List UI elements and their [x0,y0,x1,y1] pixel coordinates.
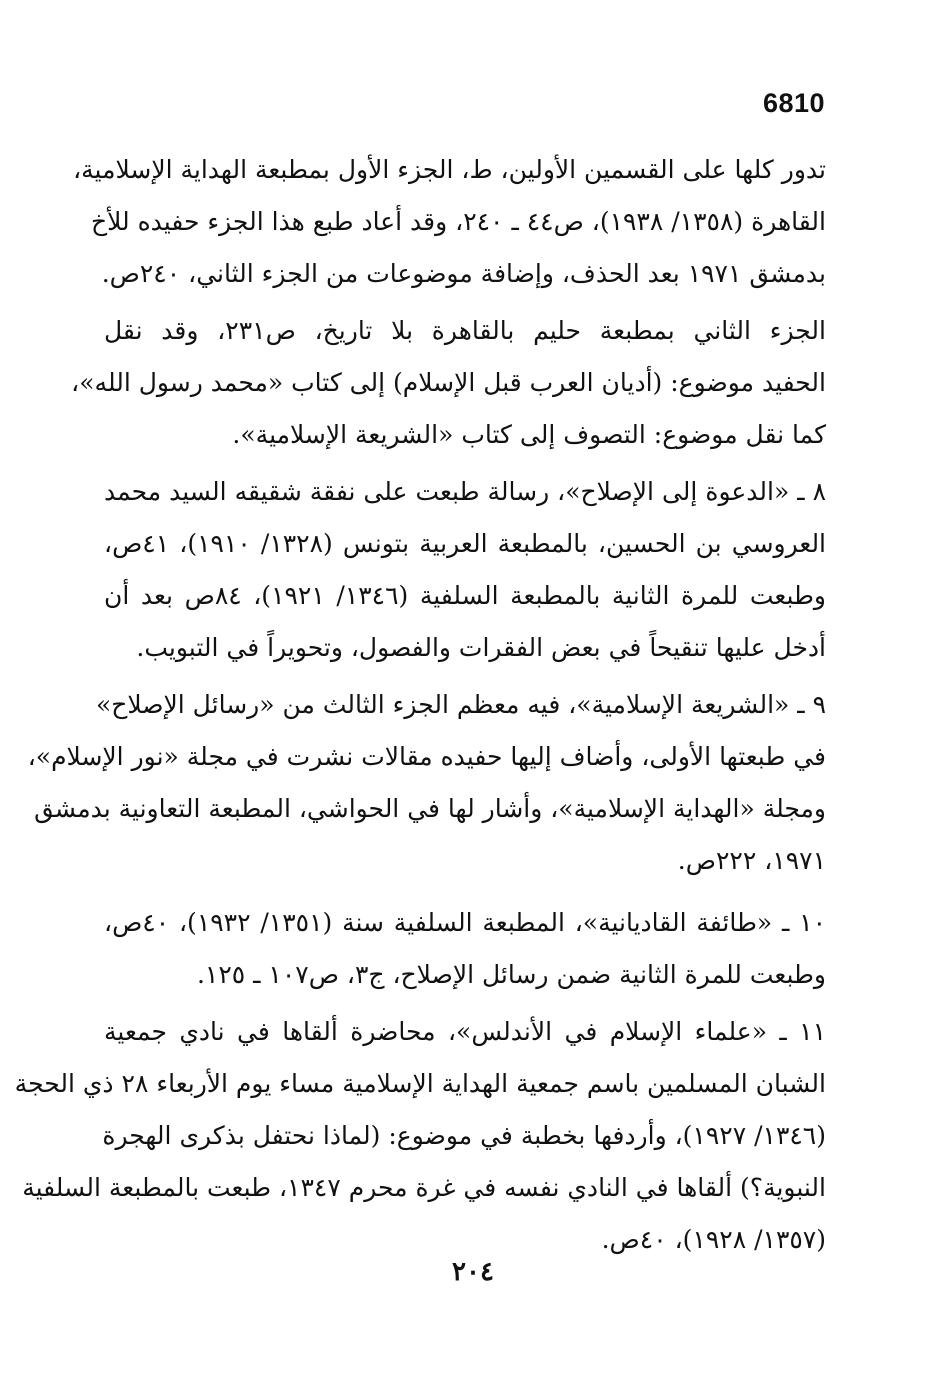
text-line: ومجلة «الهداية الإسلامية»، وأشار لها في الحواشي، المطبعة التعاونية بدمشق [34,794,826,823]
text-line: بدمشق ١٩٧١ بعد الحذف، وإضافة موضوعات من الجزء الثاني، ٢٤٠ص. [101,259,826,288]
text-line: الحفيد موضوع: (أديان العرب قبل الإسلام) إلى كتاب «محمد رسول الله»، [71,368,826,397]
text-line: ٩ ـ «الشريعة الإسلامية»، فيه معظم الجزء الثالث من «رسائل الإصلاح» [95,690,826,719]
document-body [14,144,827,1266]
paragraph [104,897,826,1001]
text-line: في طبعتها الأولى، وأضاف إليها حفيده مقالات نشرت في مجلة «نور الإسلام»، [27,742,826,771]
text-line: تدور كلها على القسمين الأولين، ط، الجزء الأول بمطبعة الهداية الإسلامية، [73,155,826,184]
text-line: القاهرة (١٣٥٨/ ١٩٣٨)، ص٤٤ ـ ٢٤٠، وقد أعاد طبع هذا الجزء حفيده للأخ [90,207,826,236]
paragraph [71,305,826,461]
text-line: وطبعت للمرة الثانية بالمطبعة السلفية (١٣٤٦/ ١٩٢١)، ٨٤ص بعد أن [104,581,826,610]
page-footer-number: ٢٠٤ [452,1257,494,1287]
text-line: كما نقل موضوع: التصوف إلى كتاب «الشريعة الإسلامية». [232,420,826,449]
text-line: النبوية؟) ألقاها في النادي نفسه في غرة محرم ١٣٤٧، طبعت بالمطبعة السلفية [22,1173,826,1202]
paragraph [104,466,826,674]
text-line: الشبان المسلمين باسم جمعية الهداية الإسلامية مساء يوم الأربعاء ٢٨ ذي الحجة [14,1069,826,1098]
paragraph [14,1006,826,1266]
text-line: وطبعت للمرة الثانية ضمن رسائل الإصلاح، ج٣، ص١٠٧ ـ ١٢٥. [196,960,826,989]
text-line: العروسي بن الحسين، بالمطبعة العربية بتونس (١٣٢٨/ ١٩١٠)، ٤١ص، [104,529,827,558]
page-header-number: 6810 [763,88,826,118]
paragraph [27,679,826,887]
text-line: أدخل عليها تنقيحاً في بعض الفقرات والفصول، وتحويراً في التبويب. [136,633,826,662]
text-line: ١٠ ـ «طائفة القاديانية»، المطبعة السلفية سنة (١٣٥١/ ١٩٣٢)، ٤٠ص، [104,908,826,937]
text-line: ١٩٧١، ٢٢٢ص. [677,846,826,875]
text-line: ١١ ـ «علماء الإسلام في الأندلس»، محاضرة ألقاها في نادي جمعية [104,1017,826,1046]
text-line: ٨ ـ «الدعوة إلى الإصلاح»، رسالة طبعت على نفقة شقيقه السيد محمد [104,477,826,506]
text-line: الجزء الثاني بمطبعة حليم بالقاهرة بلا تاريخ، ص٢٣١، وقد نقل [104,316,826,345]
paragraph [73,144,826,300]
text-line: (١٣٤٦/ ١٩٢٧)، وأردفها بخطبة في موضوع: (لماذا نحتفل بذكرى الهجرة [102,1121,826,1150]
text-line: (١٣٥٧/ ١٩٢٨)، ٤٠ص. [601,1225,826,1254]
